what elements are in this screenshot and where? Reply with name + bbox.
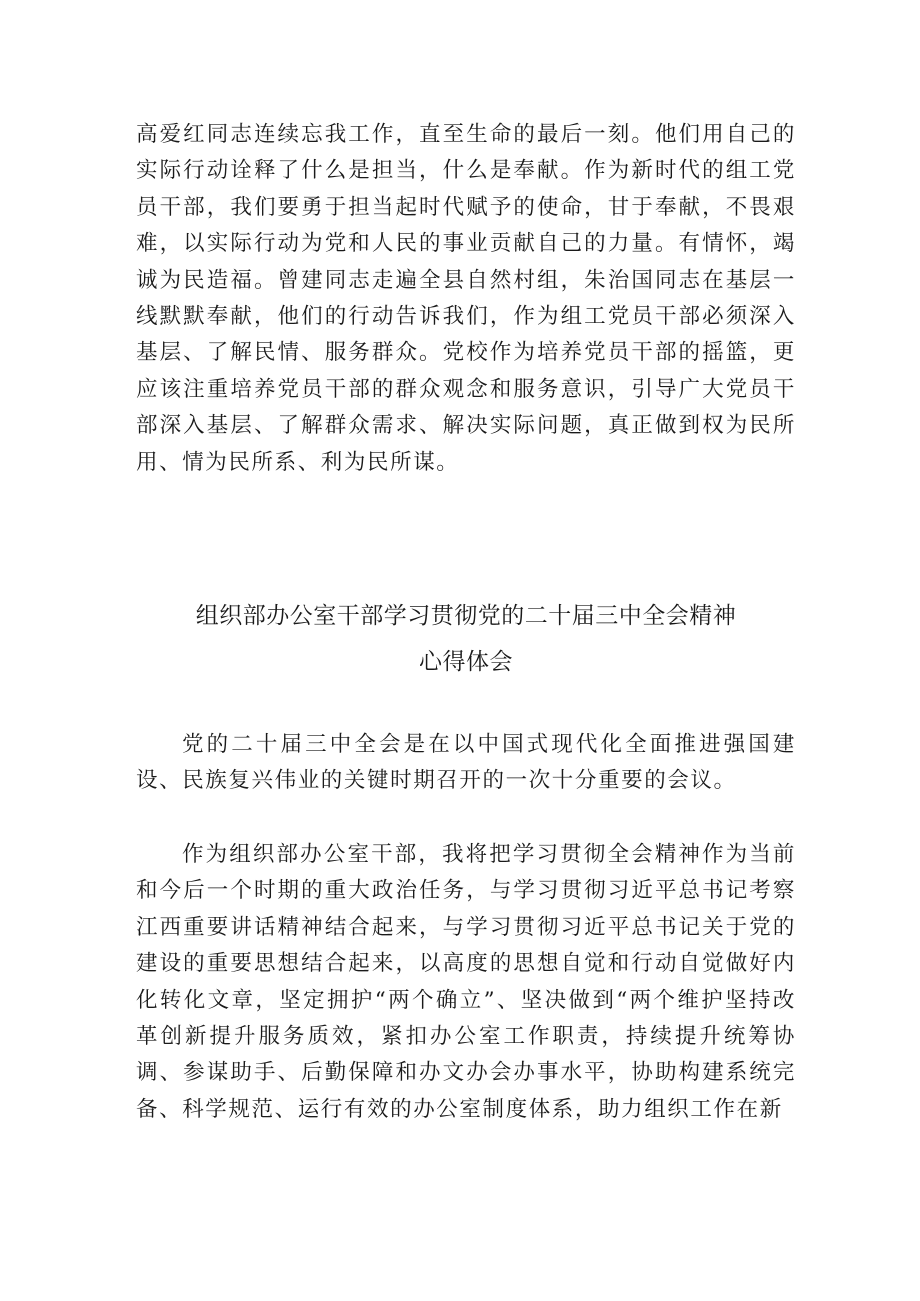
article-title-line-1: 组织部办公室干部学习贯彻党的二十届三中全会精神	[195, 603, 737, 629]
body-paragraph-2: 作为组织部办公室干部，我将把学习贯彻全会精神作为当前和今后一个时期的重大政治任务，与学习贯彻习近平总书记考察江西重要讲话精神结合起来，与学习贯彻习近平总书记关于党的建设的重要思想结合起来，以高度的思想自觉和行动自觉做好内化转化文章，坚定拥护“两个确立”、坚决做到“两个维护坚持改革创新提升服务质效，紧扣办公室工作职责，持续提升统筹协调、参谋助手、后勤保障和办文办会办事水平，协助构建系统完备、科学规范、运行有效的办公室制度体系，助力组织工作在新	[136, 842, 796, 1122]
article-title-line-2: 心得体会	[419, 649, 513, 675]
intro-paragraph: 高爱红同志连续忘我工作，直至生命的最后一刻。他们用自己的实际行动诠释了什么是担当，什么是奉献。作为新时代的组工党员干部，我们要勇于担当起时代赋予的使命，甘于奉献，不畏艰难，以实际行动为党和人民的事业贡献自己的力量。有情怀，竭诚为民造福。曾建同志走遍全县自然村组，朱治国同志在基层一线默默奉献，他们的行动告诉我们，作为组工党员干部必须深入基层、了解民情、服务群众。党校作为培养党员干部的摇篮，更应该注重培养党员干部的群众观念和服务意识，引导广大党员干部深入基层、了解群众需求、解决实际问题，真正做到权为民所用、情为民所系、利为民所谋。	[136, 122, 796, 475]
body-paragraph-1: 党的二十届三中全会是在以中国式现代化全面推进强国建设、民族复兴伟业的关键时期召开的一次十分重要的会议。	[136, 732, 796, 794]
